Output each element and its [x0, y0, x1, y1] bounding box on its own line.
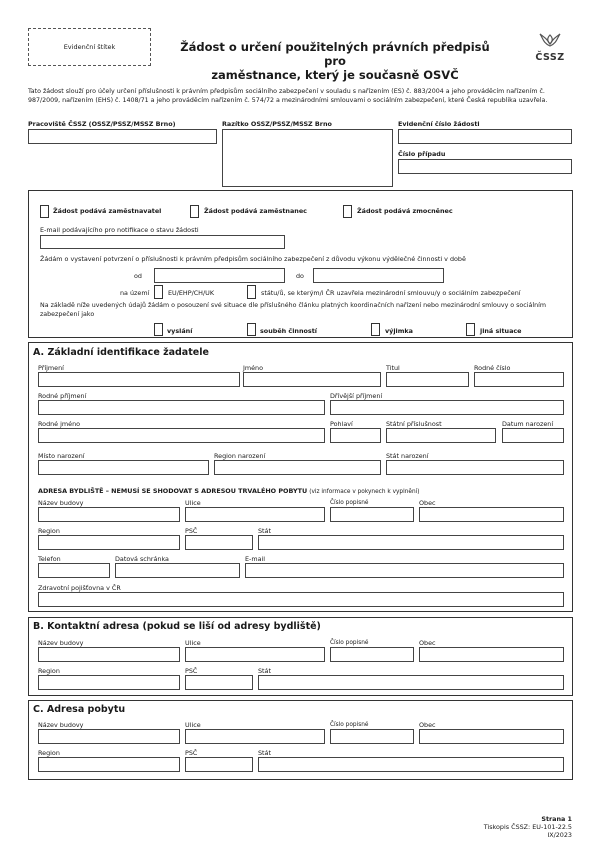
other-situation-label: jiná situace: [480, 327, 522, 335]
form-number: Tiskopis ČSSZ: EU-101-22.5: [483, 823, 572, 831]
a-zip-label: PSČ: [185, 527, 198, 535]
to-label: do: [296, 272, 304, 280]
citizenship-field[interactable]: [386, 428, 496, 443]
case-number-label: Číslo případu: [398, 150, 446, 158]
cssz-logo: [530, 32, 570, 70]
phone-label: Telefon: [38, 555, 61, 563]
c-building-label: Název budovy: [38, 721, 84, 729]
c-house-number-field[interactable]: [330, 729, 414, 744]
office-stamp-field[interactable]: [222, 129, 393, 187]
intro-text: Tato žádost slouží pro účely určení příslušnosti k právním předpisům sociálního zabezpečení v souladu s nařízením (ES) č. 883/2004 a jeho prováděcím nařízením č. 987/2009, nařízením (EHS) č. 1408/71 a jeho prováděcím nařízením č. 574/72 a mezinárodními smlouvami o sociálním zabezpečení, které Česká republika uzavřela.: [28, 88, 548, 104]
birth-state-field[interactable]: [386, 460, 564, 475]
concurrent-label: souběh činností: [260, 327, 317, 335]
a-building-label: Název budovy: [38, 499, 84, 507]
birth-surname-field[interactable]: [38, 400, 325, 415]
c-town-label: Obec: [419, 721, 436, 729]
previous-surname-label: Dřívější příjmení: [330, 392, 383, 400]
a-zip-field[interactable]: [185, 535, 253, 550]
b-building-field[interactable]: [38, 647, 180, 662]
residence-address-heading: [38, 487, 420, 495]
b-zip-label: PSČ: [185, 667, 198, 675]
case-number-field[interactable]: [398, 159, 572, 174]
territory-treaty-label: státu/ů, se kterým/i ČR uzavřela mezinárodní smlouvu/y o sociálním zabezpečení: [261, 289, 521, 297]
notification-email-field[interactable]: [40, 235, 285, 249]
territory-treaty-checkbox[interactable]: [247, 285, 256, 299]
b-building-label: Název budovy: [38, 639, 84, 647]
b-town-field[interactable]: [419, 647, 564, 662]
registration-label-text: Evidenční štítek: [63, 43, 116, 51]
section-a-title: A. Základní identifikace žadatele: [33, 347, 209, 358]
record-number-field[interactable]: [398, 129, 572, 144]
assessment-basis-text: Na základě níže uvedených údajů žádám o posouzení své situace dle příslušného článku platných koordinačních nařízení nebo mezinárodní smlouvy o sociálním zabezpečení jako: [40, 302, 546, 318]
territory-label: na území: [120, 289, 150, 297]
a-street-field[interactable]: [185, 507, 325, 522]
form-title-line2: zaměstnance, který je současně OSVČ: [211, 68, 459, 82]
page-footer: [484, 815, 572, 839]
posting-label: vyslání: [167, 327, 193, 335]
c-town-field[interactable]: [419, 729, 564, 744]
a-street-label: Ulice: [185, 499, 201, 507]
databox-label: Datová schránka: [115, 555, 169, 563]
exception-label: výjimka: [385, 327, 413, 335]
b-street-label: Ulice: [185, 639, 201, 647]
birth-surname-label: Rodné příjmení: [38, 392, 87, 400]
birth-region-label: Region narození: [214, 452, 266, 460]
territory-eu-checkbox[interactable]: [154, 285, 163, 299]
birth-place-label: Místo narození: [38, 452, 85, 460]
record-number-label: Evidenční číslo žádosti: [398, 120, 480, 128]
a-region-field[interactable]: [38, 535, 180, 550]
agent-checkbox[interactable]: [343, 205, 352, 218]
logo-text: ČSSZ: [535, 52, 565, 63]
tulip-icon: [535, 32, 565, 48]
employer-option-label: Žádost podává zaměstnavatel: [53, 207, 162, 215]
surname-field[interactable]: [38, 372, 240, 387]
birth-number-label: Rodné číslo: [474, 364, 511, 372]
other-situation-checkbox[interactable]: [466, 323, 475, 336]
birth-region-field[interactable]: [214, 460, 381, 475]
section-c-title: C. Adresa pobytu: [33, 704, 126, 715]
birth-state-label: Stát narození: [386, 452, 429, 460]
concurrent-checkbox[interactable]: [247, 323, 256, 336]
workplace-field[interactable]: [28, 129, 217, 144]
c-zip-field[interactable]: [185, 757, 253, 772]
first-name-label: Jméno: [243, 364, 264, 372]
birth-number-field[interactable]: [474, 372, 564, 387]
surname-label: Příjmení: [38, 364, 64, 372]
b-region-field[interactable]: [38, 675, 180, 690]
exception-checkbox[interactable]: [371, 323, 380, 336]
sex-label: Pohlaví: [330, 420, 353, 428]
previous-surname-field[interactable]: [330, 400, 564, 415]
from-label: od: [134, 272, 142, 280]
posting-checkbox[interactable]: [154, 323, 163, 336]
b-street-field[interactable]: [185, 647, 325, 662]
a-region-label: Region: [38, 527, 60, 535]
notification-email-label: E-mail podávajícího pro notifikace o stavu žádosti: [40, 226, 199, 234]
b-region-label: Region: [38, 667, 60, 675]
birth-date-label: Datum narození: [502, 420, 554, 428]
degree-field[interactable]: [386, 372, 469, 387]
form-title: [170, 40, 500, 82]
employee-option-label: Žádost podává zaměstnanec: [204, 207, 307, 215]
health-insurer-label: Zdravotní pojišťovna v ČR: [38, 584, 121, 592]
office-stamp-label: Razítko OSSZ/PSSZ/MSSZ Brno: [222, 120, 332, 128]
form-title-line1: Žádost o určení použitelných právních předpisů pro: [180, 40, 490, 68]
a-town-field[interactable]: [419, 507, 564, 522]
b-state-label: Stát: [258, 667, 271, 675]
b-house-number-label: Číslo popisné: [330, 640, 369, 646]
a-house-number-field[interactable]: [330, 507, 414, 522]
form-date: IX/2023: [547, 831, 572, 839]
c-state-label: Stát: [258, 749, 271, 757]
b-state-field[interactable]: [258, 675, 564, 690]
first-name-field[interactable]: [243, 372, 381, 387]
residence-heading-note: (viz informace v pokynech k vyplnění): [309, 489, 420, 495]
sex-field[interactable]: [330, 428, 381, 443]
birth-name-label: Rodné jméno: [38, 420, 81, 428]
c-state-field[interactable]: [258, 757, 564, 772]
birth-place-field[interactable]: [38, 460, 209, 475]
a-town-label: Obec: [419, 499, 436, 507]
b-house-number-field[interactable]: [330, 647, 414, 662]
c-zip-label: PSČ: [185, 749, 198, 757]
a-house-number-label: Číslo popisné: [330, 500, 369, 506]
date-to-field[interactable]: [313, 268, 444, 283]
a-building-field[interactable]: [38, 507, 180, 522]
c-street-field[interactable]: [185, 729, 325, 744]
phone-field[interactable]: [38, 563, 110, 578]
health-insurer-field[interactable]: [38, 592, 564, 607]
section-b-title: B. Kontaktní adresa (pokud se liší od adresy bydliště): [33, 621, 321, 632]
date-from-field[interactable]: [154, 268, 285, 283]
territory-eu-label: EU/EHP/CH/UK: [168, 289, 215, 297]
email-label: E-mail: [245, 555, 266, 563]
registration-label-box: [28, 28, 151, 66]
degree-label: Titul: [386, 364, 400, 372]
b-zip-field[interactable]: [185, 675, 253, 690]
birth-name-field[interactable]: [38, 428, 325, 443]
a-state-field[interactable]: [258, 535, 564, 550]
employee-checkbox[interactable]: [190, 205, 199, 218]
page-number: Strana 1: [541, 815, 572, 823]
residence-heading-text: ADRESA BYDLIŠTĚ – NEMUSÍ SE SHODOVAT S ADRESOU TRVALÉHO POBYTU: [38, 487, 308, 495]
b-town-label: Obec: [419, 639, 436, 647]
a-state-label: Stát: [258, 527, 271, 535]
c-street-label: Ulice: [185, 721, 201, 729]
citizenship-label: Státní příslušnost: [386, 420, 442, 428]
c-building-field[interactable]: [38, 729, 180, 744]
request-statement: Žádám o vystavení potvrzení o příslušnosti k právním předpisům sociálního zabezpečení z důvodu výkonu výdělečné činnosti v době: [40, 255, 466, 263]
birth-date-field[interactable]: [502, 428, 564, 443]
c-region-field[interactable]: [38, 757, 180, 772]
agent-option-label: Žádost podává zmocněnec: [357, 207, 453, 215]
employer-checkbox[interactable]: [40, 205, 49, 218]
workplace-label: Pracoviště ČSSZ (OSSZ/PSSZ/MSSZ Brno): [28, 120, 176, 128]
databox-field[interactable]: [115, 563, 240, 578]
c-house-number-label: Číslo popisné: [330, 722, 369, 728]
c-region-label: Region: [38, 749, 60, 757]
email-field[interactable]: [245, 563, 564, 578]
